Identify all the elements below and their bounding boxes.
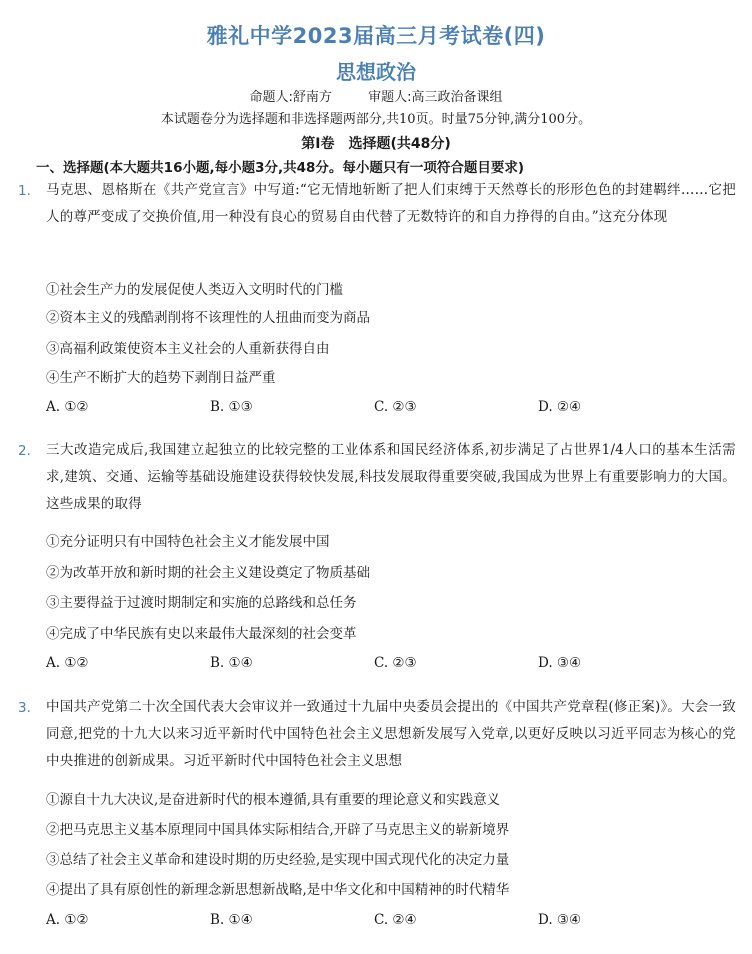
option-statement: ①社会生产力的发展促使人类迈入文明时代的门槛 (46, 282, 343, 298)
author-line (0, 86, 752, 105)
option-statement: ④生产不断扩大的趋势下剥削日益严重 (46, 370, 276, 386)
choice-a[interactable]: A. ①② (46, 655, 89, 671)
choice-c[interactable]: C. ②③ (374, 399, 417, 415)
option-statement: ③高福利政策使资本主义社会的人重新获得自由 (46, 341, 330, 357)
choice-d[interactable]: D. ②④ (538, 399, 582, 415)
question-stem: 三大改造完成后,我国建立起独立的比较完整的工业体系和国民经济体系,初步满足了占世界1/4人口的基本生活需求,建筑、交通、运输等基础设施建设获得较快发展,科技发展取得重要突破,我国成为世界上有重要影响力的大国。这些成果的取得 (46, 442, 736, 512)
question-number: 1. (18, 183, 31, 199)
question-stem: 中国共产党第二十次全国代表大会审议并一致通过十九届中央委员会提出的《中国共产党章程(修正案)》。大会一致同意,把党的十九大以来习近平新时代中国特色社会主义思想新发展写入党章,以更好反映以习近平同志为核心的党中央推进的创新成果。习近平新时代中国特色社会主义思想 (46, 699, 736, 769)
choice-a[interactable]: A. ①② (46, 399, 89, 415)
option-statement: ②把马克思主义基本原理同中国具体实际相结合,开辟了马克思主义的崭新境界 (46, 822, 510, 838)
choice-a[interactable]: A. ①② (46, 912, 89, 928)
answer-choices (46, 655, 736, 675)
subject-title: 思想政治 (336, 60, 416, 84)
choice-b[interactable]: B. ①④ (210, 912, 253, 928)
answer-choices (46, 399, 736, 419)
choice-b[interactable]: B. ①③ (210, 399, 253, 415)
option-statement: ③主要得益于过渡时期制定和实施的总路线和总任务 (46, 595, 357, 611)
question-number: 2. (18, 443, 31, 459)
option-statement: ③总结了社会主义革命和建设时期的历史经验,是实现中国式现代化的决定力量 (46, 852, 510, 868)
setter-label: 命题人:舒南方 (249, 90, 332, 105)
exam-title: 雅礼中学2023届高三月考试卷(四) (206, 24, 546, 48)
choice-d[interactable]: D. ③④ (538, 912, 582, 928)
option-statement: ①源自十九大决议,是奋进新时代的根本遵循,具有重要的理论意义和实践意义 (46, 792, 501, 808)
section-heading: 第Ⅰ卷 选择题(共48分) (301, 136, 451, 152)
exam-notice: 本试题卷分为选择题和非选择题两部分,共10页。时量75分钟,满分100分。 (160, 112, 592, 127)
choice-b[interactable]: B. ①④ (210, 655, 253, 671)
choice-c[interactable]: C. ②③ (374, 655, 417, 671)
option-statement: ④完成了中华民族有史以来最伟大最深刻的社会变革 (46, 626, 357, 642)
option-statement: ④提出了具有原创性的新理念新思想新战略,是中华文化和中国精神的时代精华 (46, 882, 510, 898)
reviewer-label: 审题人:高三政治备课组 (368, 90, 503, 105)
option-statement: ②资本主义的残酷剥削将不该理性的人扭曲而变为商品 (46, 310, 370, 326)
option-statement: ①充分证明只有中国特色社会主义才能发展中国 (46, 534, 330, 550)
choice-c[interactable]: C. ②④ (374, 912, 417, 928)
option-statement: ②为改革开放和新时期的社会主义建设奠定了物质基础 (46, 565, 370, 581)
question-stem: 马克思、恩格斯在《共产党宣言》中写道:“它无情地斩断了把人们束缚于天然尊长的形形色色的封建羁绊……它把人的尊严变成了交换价值,用一种没有良心的贸易自由代替了无数特许的和自力挣得的自由。”这充分体现 (46, 182, 736, 225)
choice-d[interactable]: D. ③④ (538, 655, 582, 671)
answer-choices (46, 912, 736, 932)
section-instruction: 一、选择题(本大题共16小题,每小题3分,共48分。每小题只有一项符合题目要求) (36, 160, 525, 176)
question-number: 3. (18, 700, 31, 716)
